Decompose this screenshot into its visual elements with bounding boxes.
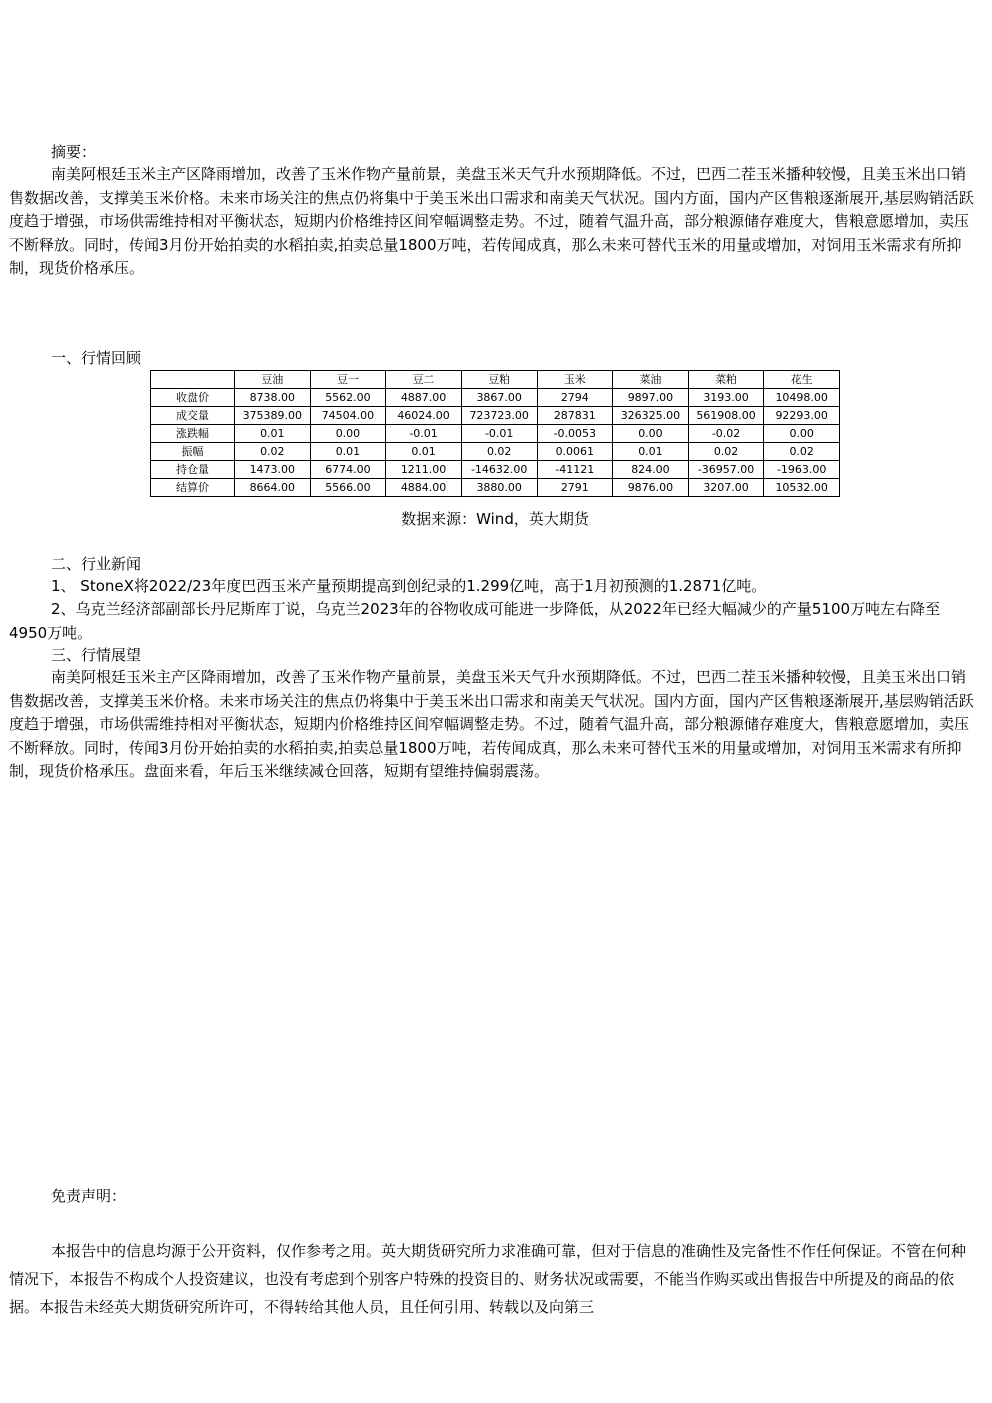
- row-label: 振幅: [151, 443, 235, 461]
- table-cell: 561908.00: [688, 407, 764, 425]
- row-label: 结算价: [151, 479, 235, 497]
- disclaimer-paragraph: 本报告中的信息均源于公开资料，仅作参考之用。英大期货研究所力求准确可靠，但对于信息的准确性及完备性不作任何保证。不管在何种情况下，本报告不构成个人投资建议，也没有考虑到个别客户特殊的投资目的、财务状况或需要，不能当作购买或出售报告中所提及的商品的依据。本报告未经英大期货研究所许可，不得转给其他人员，且任何引用、转载以及向第三: [9, 1242, 967, 1316]
- table-cell: 6774.00: [310, 461, 386, 479]
- column-header: 菜油: [613, 371, 689, 389]
- table-cell: 10532.00: [764, 479, 840, 497]
- row-label: 成交量: [151, 407, 235, 425]
- table-cell: 3193.00: [688, 389, 764, 407]
- table-cell: 4884.00: [386, 479, 462, 497]
- summary-paragraph: 南美阿根廷玉米主产区降雨增加，改善了玉米作物产量前景，美盘玉米天气升水预期降低。不过，巴西二茬玉米播种较慢，且美玉米出口销售数据改善，支撑美玉米价格。未来市场关注的焦点仍将集中于美玉米出口需求和南美天气状况。国内方面，国内产区售粮逐渐展开,基层购销活跃度趋于增强，市场供需维持相对平衡状态，短期内价格维持区间窄幅调整走势。不过，随着气温升高，部分粮源储存难度大，售粮意愿增加，卖压不断释放。同时，传闻3月份开始拍卖的水稻拍卖,拍卖总量1800万吨，若传闻成真，那么未来可替代玉米的用量或增加，对饲用玉米需求有所抑制，现货价格承压。: [9, 165, 974, 277]
- table-cell: 0.0061: [537, 443, 613, 461]
- table-cell: 0.00: [764, 425, 840, 443]
- quote-table: [150, 370, 840, 497]
- column-header: 豆油: [235, 371, 311, 389]
- table-cell: 5562.00: [310, 389, 386, 407]
- table-cell: 0.01: [613, 443, 689, 461]
- table-cell: -0.01: [386, 425, 462, 443]
- table-cell: 4887.00: [386, 389, 462, 407]
- review-heading: 一、行情回顾: [51, 349, 142, 367]
- table-cell: 9897.00: [613, 389, 689, 407]
- table-cell: -14632.00: [461, 461, 537, 479]
- row-label: 涨跌幅: [151, 425, 235, 443]
- table-cell: 287831: [537, 407, 613, 425]
- table-cell: 723723.00: [461, 407, 537, 425]
- table-cell: 2791: [537, 479, 613, 497]
- table-row: [151, 407, 840, 425]
- table-cell: 8738.00: [235, 389, 311, 407]
- column-header: 豆二: [386, 371, 462, 389]
- table-row: [151, 389, 840, 407]
- outlook-paragraph: 南美阿根廷玉米主产区降雨增加，改善了玉米作物产量前景，美盘玉米天气升水预期降低。不过，巴西二茬玉米播种较慢，且美玉米出口销售数据改善，支撑美玉米价格。未来市场关注的焦点仍将集中于美玉米出口需求和南美天气状况。国内方面，国内产区售粮逐渐展开,基层购销活跃度趋于增强，市场供需维持相对平衡状态，短期内价格维持区间窄幅调整走势。不过，随着气温升高，部分粮源储存难度大，售粮意愿增加，卖压不断释放。同时，传闻3月份开始拍卖的水稻拍卖,拍卖总量1800万吨，若传闻成真，那么未来可替代玉米的用量或增加，对饲用玉米需求有所抑制，现货价格承压。盘面来看，年后玉米继续减仓回落，短期有望维持偏弱震荡。: [9, 668, 974, 780]
- table-row: [151, 425, 840, 443]
- table-row: [151, 461, 840, 479]
- table-cell: -1963.00: [764, 461, 840, 479]
- news-heading: 二、行业新闻: [51, 555, 142, 573]
- table-corner-cell: [151, 371, 235, 389]
- table-cell: 0.00: [310, 425, 386, 443]
- table-cell: 2794: [537, 389, 613, 407]
- table-cell: 3867.00: [461, 389, 537, 407]
- table-cell: 9876.00: [613, 479, 689, 497]
- table-cell: -0.02: [688, 425, 764, 443]
- table-cell: 10498.00: [764, 389, 840, 407]
- table-cell: 0.01: [386, 443, 462, 461]
- row-label: 持仓量: [151, 461, 235, 479]
- table-cell: 46024.00: [386, 407, 462, 425]
- table-cell: 74504.00: [310, 407, 386, 425]
- table-cell: 1211.00: [386, 461, 462, 479]
- table-cell: 3880.00: [461, 479, 537, 497]
- row-label: 收盘价: [151, 389, 235, 407]
- table-cell: -41121: [537, 461, 613, 479]
- table-cell: -36957.00: [688, 461, 764, 479]
- summary-heading: 摘要：: [51, 143, 97, 161]
- data-source-note: 数据来源：Wind，英大期货: [401, 510, 589, 528]
- table-row: [151, 443, 840, 461]
- table-row: [151, 479, 840, 497]
- table-cell: 0.02: [688, 443, 764, 461]
- table-cell: -0.01: [461, 425, 537, 443]
- table-cell: -0.0053: [537, 425, 613, 443]
- news-item-2: 2、乌克兰经济部副部长丹尼斯库丁说，乌克兰2023年的谷物收成可能进一步降低，从2022年已经大幅减少的产量5100万吨左右降至4950万吨。: [9, 600, 941, 642]
- disclaimer-heading: 免责声明：: [51, 1187, 127, 1205]
- table-cell: 326325.00: [613, 407, 689, 425]
- table-cell: 0.01: [235, 425, 311, 443]
- column-header: 花生: [764, 371, 840, 389]
- column-header: 玉米: [537, 371, 613, 389]
- column-header: 豆粕: [461, 371, 537, 389]
- table-cell: 0.02: [461, 443, 537, 461]
- table-cell: 0.02: [764, 443, 840, 461]
- table-cell: 5566.00: [310, 479, 386, 497]
- table-cell: 0.00: [613, 425, 689, 443]
- table-cell: 3207.00: [688, 479, 764, 497]
- column-header: 菜粕: [688, 371, 764, 389]
- table-cell: 1473.00: [235, 461, 311, 479]
- news-item-1: 1、 StoneX将2022/23年度巴西玉米产量预期提高到创纪录的1.299亿吨，高于1月初预测的1.2871亿吨。: [51, 577, 767, 595]
- table-cell: 0.02: [235, 443, 311, 461]
- table-cell: 8664.00: [235, 479, 311, 497]
- table-cell: 824.00: [613, 461, 689, 479]
- table-cell: 0.01: [310, 443, 386, 461]
- column-header: 豆一: [310, 371, 386, 389]
- table-header-row: [151, 371, 840, 389]
- table-cell: 375389.00: [235, 407, 311, 425]
- outlook-heading: 三、行情展望: [51, 646, 142, 664]
- table-cell: 92293.00: [764, 407, 840, 425]
